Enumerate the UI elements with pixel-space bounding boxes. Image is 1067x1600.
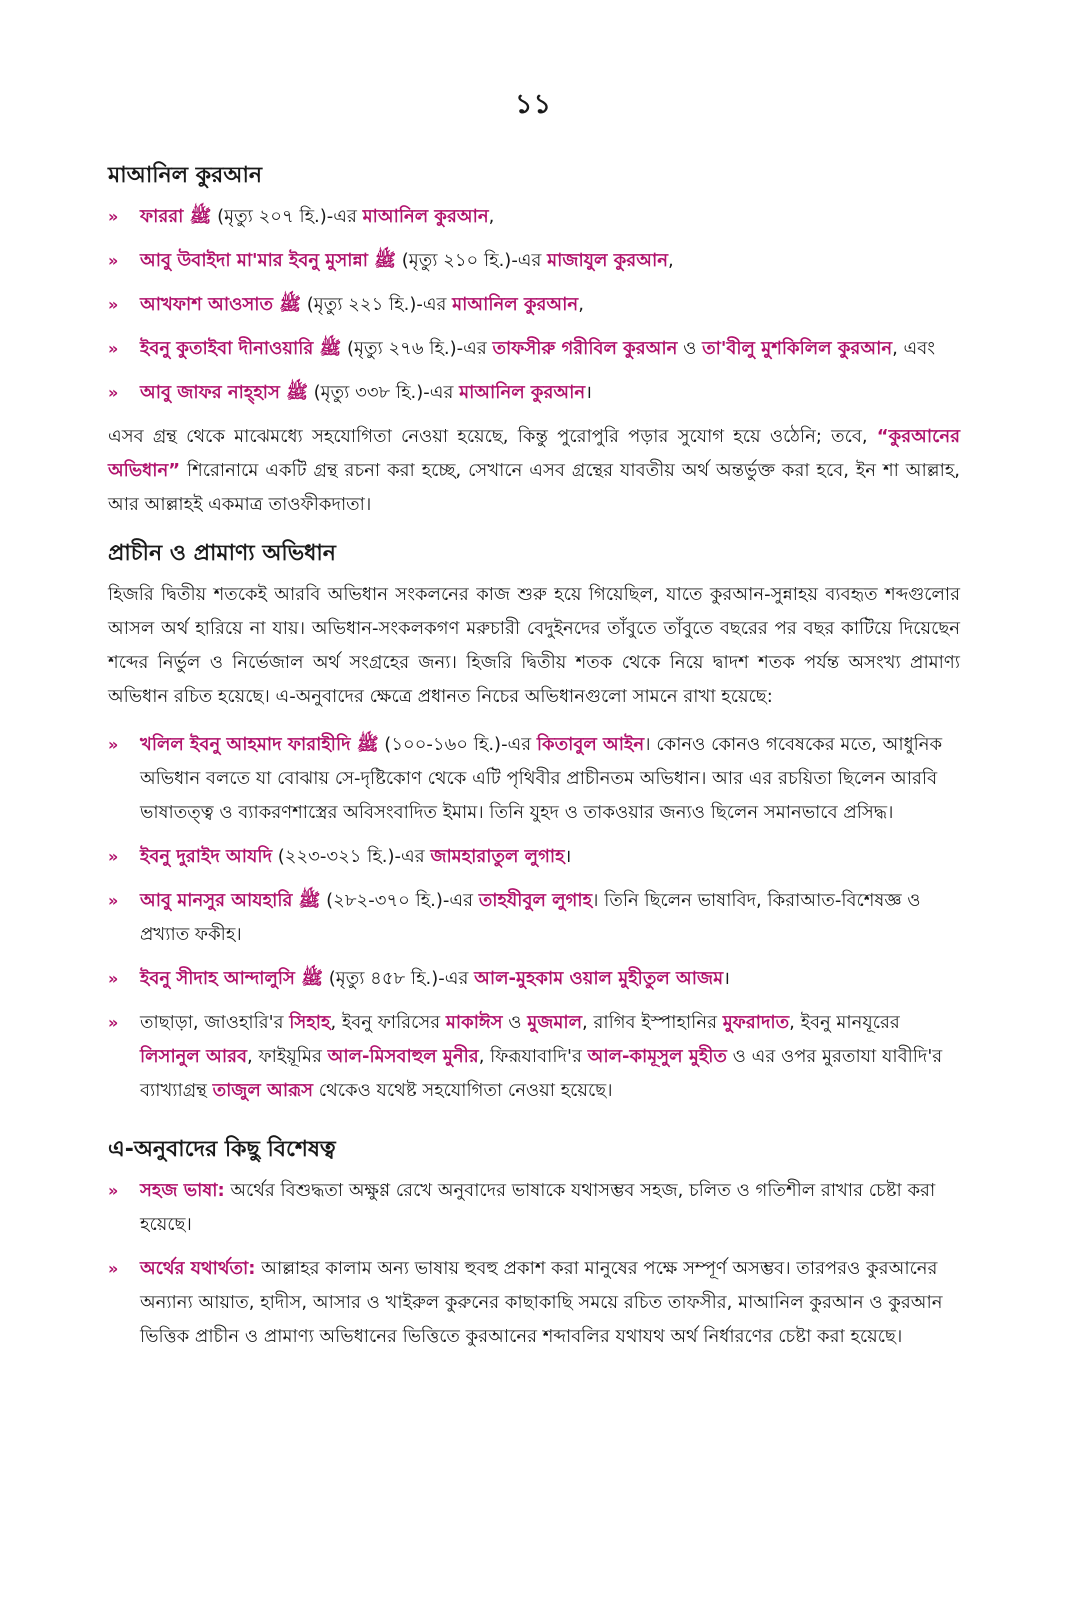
list-item: » আবু উবাইদা মা'মার ইবনু মুসান্না ﷺ (মৃত্যু ২১০ হি.)-এর মাজাযুল কুরআন, bbox=[108, 244, 960, 278]
book-title: মাআনিল কুরআন bbox=[452, 294, 579, 315]
author-name: আখফাশ আওসাত ﷺ bbox=[140, 294, 301, 315]
book-title: জামহারাতুল লুগাহ bbox=[430, 846, 565, 867]
author-name: ইবনু দুরাইদ আযদি bbox=[140, 846, 273, 867]
book-title: আল-মিসবাহুল মুনীর bbox=[327, 1046, 479, 1067]
page-number: ১১ bbox=[514, 89, 553, 120]
book-title: মুফরাদাত bbox=[722, 1012, 790, 1033]
list-item: » ফাররা ﷺ (মৃত্যু ২০৭ হি.)-এর মাআনিল কুরআন, bbox=[108, 200, 960, 234]
section-heading-dictionaries: প্রাচীন ও প্রামাণ্য অভিধান bbox=[108, 541, 336, 566]
book-title: লিসানুল আরব bbox=[140, 1046, 248, 1067]
bullet-icon: » bbox=[108, 339, 119, 358]
bullet-icon: » bbox=[108, 1259, 119, 1278]
list-item: » আবু মানসুর আযহারি ﷺ (২৮২-৩৭০ হি.)-এর তাহযীবুল লুগাহ। তিনি ছিলেন ভাষাবিদ, কিরাআত-বিশেষজ্ঞ ও প্রখ্যাত ফকীহ। bbox=[108, 884, 960, 952]
book-title: মুজমাল bbox=[527, 1012, 583, 1033]
list-item: » খলিল ইবনু আহমাদ ফারাহীদি ﷺ (১০০-১৬০ হি.)-এর কিতাবুল আইন। কোনও কোনও গবেষকের মতে, আধুনিক অভিধান বলতে যা বোঝায় সে-দৃষ্টিকোণ থেকে এটি পৃথিবীর প্রাচীনতম অভিধান। আর এর রচয়িতা ছিলেন আরবি ভাষাতত্ত্ব ও ব্যাকরণশাস্ত্রের অবিসংবাদিত ইমাম। তিনি যুহদ ও তাকওয়ার জন্যও ছিলেন সমানভাবে প্রসিদ্ধ। bbox=[108, 728, 960, 830]
bullet-icon: » bbox=[108, 207, 119, 226]
paragraph: হিজরি দ্বিতীয় শতকেই আরবি অভিধান সংকলনের কাজ শুরু হয়ে গিয়েছিল, যাতে কুরআন-সুন্নাহয় ব্যবহৃত শব্দগুলোর আসল অর্থ হারিয়ে না যায়। অভিধান-সংকলকগণ মরুচারী বেদুইনদের তাঁবুতে তাঁবুতে বছরের পর বছর কাটিয়ে দিয়েছেন শব্দের নির্ভুল ও নির্ভেজাল অর্থ সংগ্রহের জন্য। হিজরি দ্বিতীয় শতক থেকে নিয়ে দ্বাদশ শতক পর্যন্ত অসংখ্য প্রামাণ্য অভিধান রচিত হয়েছে। এ-অনুবাদের ক্ষেত্রে প্রধানত নিচের অভিধানগুলো সামনে রাখা হয়েছে: bbox=[108, 584, 960, 707]
list-item: » আখফাশ আওসাত ﷺ (মৃত্যু ২২১ হি.)-এর মাআনিল কুরআন, bbox=[108, 288, 960, 322]
book-title: মাকাঈস bbox=[445, 1012, 503, 1033]
bullet-icon: » bbox=[108, 891, 119, 910]
list-item: » তাছাড়া, জাওহারি'র সিহাহ, ইবনু ফারিসের মাকাঈস ও মুজমাল, রাগিব ইস্পাহানির মুফরাদাত, ইবনু মানযূরের লিসানুল আরব, ফাইয়ূমির আল-মিসবাহুল মুনীর, ফিরূযাবাদি'র আল-কামূসুল মুহীত ও এর ওপর মুরতাযা যাবীদি'র ব্যাখ্যাগ্রন্থ তাজুল আরূস থেকেও যথেষ্ট সহযোগিতা নেওয়া হয়েছে। bbox=[108, 1006, 960, 1108]
book-title: মাআনিল কুরআন bbox=[362, 206, 489, 227]
bullet-icon: » bbox=[108, 1013, 119, 1032]
book-title: সিহাহ bbox=[289, 1012, 331, 1033]
list-item: » আবু জাফর নাহ্হাস ﷺ (মৃত্যু ৩৩৮ হি.)-এর মাআনিল কুরআন। bbox=[108, 376, 960, 410]
author-name: ইবনু সীদাহ আন্দালুসি ﷺ bbox=[140, 968, 323, 989]
feature-label: সহজ ভাষা: bbox=[140, 1180, 225, 1201]
bullet-icon: » bbox=[108, 1181, 119, 1200]
book-title: তাজুল আরূস bbox=[212, 1080, 314, 1101]
highlight-title: “কুরআনের অভিধান” bbox=[108, 426, 960, 481]
author-name: আবু মানসুর আযহারি ﷺ bbox=[140, 890, 321, 911]
author-name: আবু জাফর নাহ্হাস ﷺ bbox=[140, 382, 308, 403]
author-name: আবু উবাইদা মা'মার ইবনু মুসান্না ﷺ bbox=[140, 250, 396, 271]
author-name: ফাররা ﷺ bbox=[140, 206, 212, 227]
bullet-icon: » bbox=[108, 383, 119, 402]
book-title: তা'বীলু মুশকিলিল কুরআন bbox=[702, 338, 893, 359]
paragraph: এসব গ্রন্থ থেকে মাঝেমধ্যে সহযোগিতা নেওয়া হয়েছে, কিন্তু পুরোপুরি পড়ার সুযোগ হয়ে ওঠেনি; তবে, “কুরআনের অভিধান” শিরোনামে একটি গ্রন্থ রচনা করা হচ্ছে, সেখানে এসব গ্রন্থের যাবতীয় অর্থ অন্তর্ভুক্ত করা হবে, ইন শা আল্লাহ, আর আল্লাহই একমাত্র তাওফীকদাতা। bbox=[108, 426, 960, 515]
list-item: » ইবনু কুতাইবা দীনাওয়ারি ﷺ (মৃত্যু ২৭৬ হি.)-এর তাফসীরু গরীবিল কুরআন ও তা'বীলু মুশকিলিল কুরআন, এবং bbox=[108, 332, 960, 366]
page-content bbox=[108, 158, 960, 1364]
book-title: কিতাবুল আইন bbox=[536, 734, 645, 755]
bullet-icon: » bbox=[108, 251, 119, 270]
book-title: আল-মুহকাম ওয়াল মুহীতুল আজম bbox=[474, 968, 724, 989]
bullet-icon: » bbox=[108, 847, 119, 866]
author-name: ইবনু কুতাইবা দীনাওয়ারি ﷺ bbox=[140, 338, 342, 359]
section-heading-features: এ-অনুবাদের কিছু বিশেষত্ব bbox=[108, 1137, 336, 1162]
book-title: তাহযীবুল লুগাহ bbox=[478, 890, 593, 911]
bullet-icon: » bbox=[108, 735, 119, 754]
book-title: মাজাযুল কুরআন bbox=[547, 250, 668, 271]
list-item: » অর্থের যথার্থতা: আল্লাহর কালাম অন্য ভাষায় হুবহু প্রকাশ করা মানুষের পক্ষে সম্পূর্ণ অসম্ভব। তারপরও কুরআনের অন্যান্য আয়াত, হাদীস, আসার ও খাইরুল কুরুনের কাছাকাছি সময়ে রচিত তাফসীর, মাআনিল কুরআন ও কুরআন ভিত্তিক প্রাচীন ও প্রামাণ্য অভিধানের ভিত্তিতে কুরআনের শব্দাবলির যথাযথ অর্থ নির্ধারণের চেষ্টা করা হয়েছে। bbox=[108, 1252, 960, 1354]
bullet-icon: » bbox=[108, 969, 119, 988]
author-name: খলিল ইবনু আহমাদ ফারাহীদি ﷺ bbox=[140, 734, 379, 755]
book-title: আল-কামূসুল মুহীত bbox=[587, 1046, 727, 1067]
list-item: » ইবনু দুরাইদ আযদি (২২৩-৩২১ হি.)-এর জামহারাতুল লুগাহ। bbox=[108, 840, 960, 874]
section-heading-maanil-quran: মাআনিল কুরআন bbox=[108, 163, 263, 188]
list-item: » সহজ ভাষা: অর্থের বিশুদ্ধতা অক্ষুণ্ণ রেখে অনুবাদের ভাষাকে যথাসম্ভব সহজ, চলিত ও গতিশীল রাখার চেষ্টা করা হয়েছে। bbox=[108, 1174, 960, 1242]
book-title: মাআনিল কুরআন bbox=[459, 382, 586, 403]
feature-label: অর্থের যথার্থতা: bbox=[140, 1258, 256, 1279]
list-item: » ইবনু সীদাহ আন্দালুসি ﷺ (মৃত্যু ৪৫৮ হি.)-এর আল-মুহকাম ওয়াল মুহীতুল আজম। bbox=[108, 962, 960, 996]
book-title: তাফসীরু গরীবিল কুরআন bbox=[492, 338, 678, 359]
bullet-icon: » bbox=[108, 295, 119, 314]
